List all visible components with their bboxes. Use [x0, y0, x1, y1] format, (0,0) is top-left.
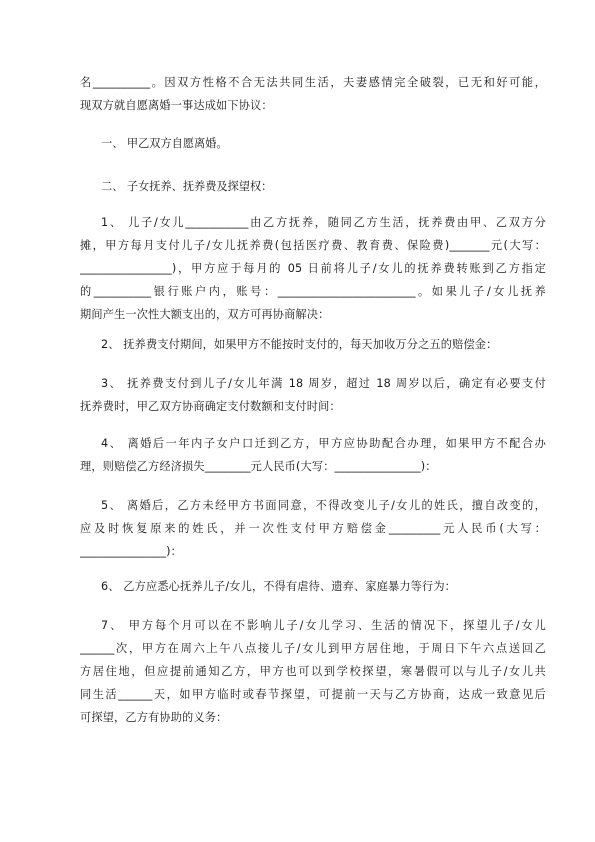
text-line: 应及时恢复原来的姓氏，并一次性支付甲方赔偿金_________元人民币(大写： — [80, 522, 546, 535]
text-line: 5、 离婚后，乙方未经甲方书面同意，不得改变儿子/女儿的姓氏，擅自改变的， — [101, 499, 546, 512]
text-line: 摊，甲方每月支付儿子/女儿抚养费(包括医疗费、教育费、保险费)_______元(大写： — [80, 239, 546, 252]
text-line: 6、 乙方应悉心抚养儿子/女儿，不得有虐待、遗弃、家庭暴力等行为： — [101, 580, 457, 593]
text-line: _______________)： — [80, 545, 183, 558]
text-line: 同生活______天，如甲方临时或春节探望，可提前一天与乙方协商，达成一致意见后 — [80, 688, 546, 701]
text-line: 理，则赔偿乙方经济损失________元人民币(大写：_______________)： — [80, 460, 437, 473]
clause-4 — [80, 432, 546, 478]
clause-3 — [80, 372, 546, 418]
section-heading-1 — [80, 132, 546, 155]
clause-5 — [80, 494, 546, 563]
intro-paragraph — [80, 71, 546, 117]
text-line: 方居住地，但应提前通知乙方，甲方也可以到学校探望，寒暑假可以与儿子/女儿共 — [80, 665, 546, 678]
text-line: 1、 儿子/女儿___________由乙方抚养，随同乙方生活，抚养费由甲、乙双方分 — [101, 216, 546, 229]
text-line: 3、 抚养费支付到儿子/女儿年满 18 周岁，超过 18 周岁以后，确定有必要支付 — [101, 377, 546, 390]
text-line: 4、 离婚后一年内子女户口迁到乙方，甲方应协助配合办理，如果甲方不配合办 — [101, 437, 546, 450]
text-line: 可探望，乙方有协助的义务： — [80, 711, 228, 724]
text-line: 2、 抚养费支付期间，如果甲方不能按时支付的，每天加收万分之五的赔偿金： — [101, 338, 498, 351]
section-title: 一、 甲乙双方自愿离婚。 — [101, 137, 228, 150]
clause-6 — [80, 575, 546, 598]
text-line: 抚养费时，甲乙双方协商确定支付数额和支付时间： — [80, 400, 341, 413]
text-line: 名__________。因双方性格不合无法共同生活，夫妻感情完全破裂，已无和好可能， — [80, 76, 546, 89]
text-line: ______次，甲方在周六上午八点接儿子/女儿到甲方居住地，于周日下午六点送回乙 — [80, 642, 546, 655]
text-line: 7、 甲方每个月可以在不影响儿子/女儿学习、生活的情况下，探望儿子/女儿 — [101, 619, 546, 632]
clause-1 — [80, 211, 546, 326]
text-line: ________________)，甲方应于每月的 05 日前将儿子/女儿的抚养费转账到乙方指定 — [80, 262, 546, 275]
section-title: 二、 子女抚养、抚养费及探望权： — [101, 180, 273, 193]
section-heading-2 — [80, 175, 546, 198]
text-line: 的__________银行账户内，账号：________________________。如果儿子/女儿抚养 — [80, 285, 546, 298]
clause-2 — [80, 333, 546, 356]
clause-7 — [80, 614, 546, 729]
text-line: 期间产生一次性大额支出的，双方可再协商解决： — [80, 308, 330, 321]
text-line: 现双方就自愿离婚一事达成如下协议： — [80, 99, 273, 112]
